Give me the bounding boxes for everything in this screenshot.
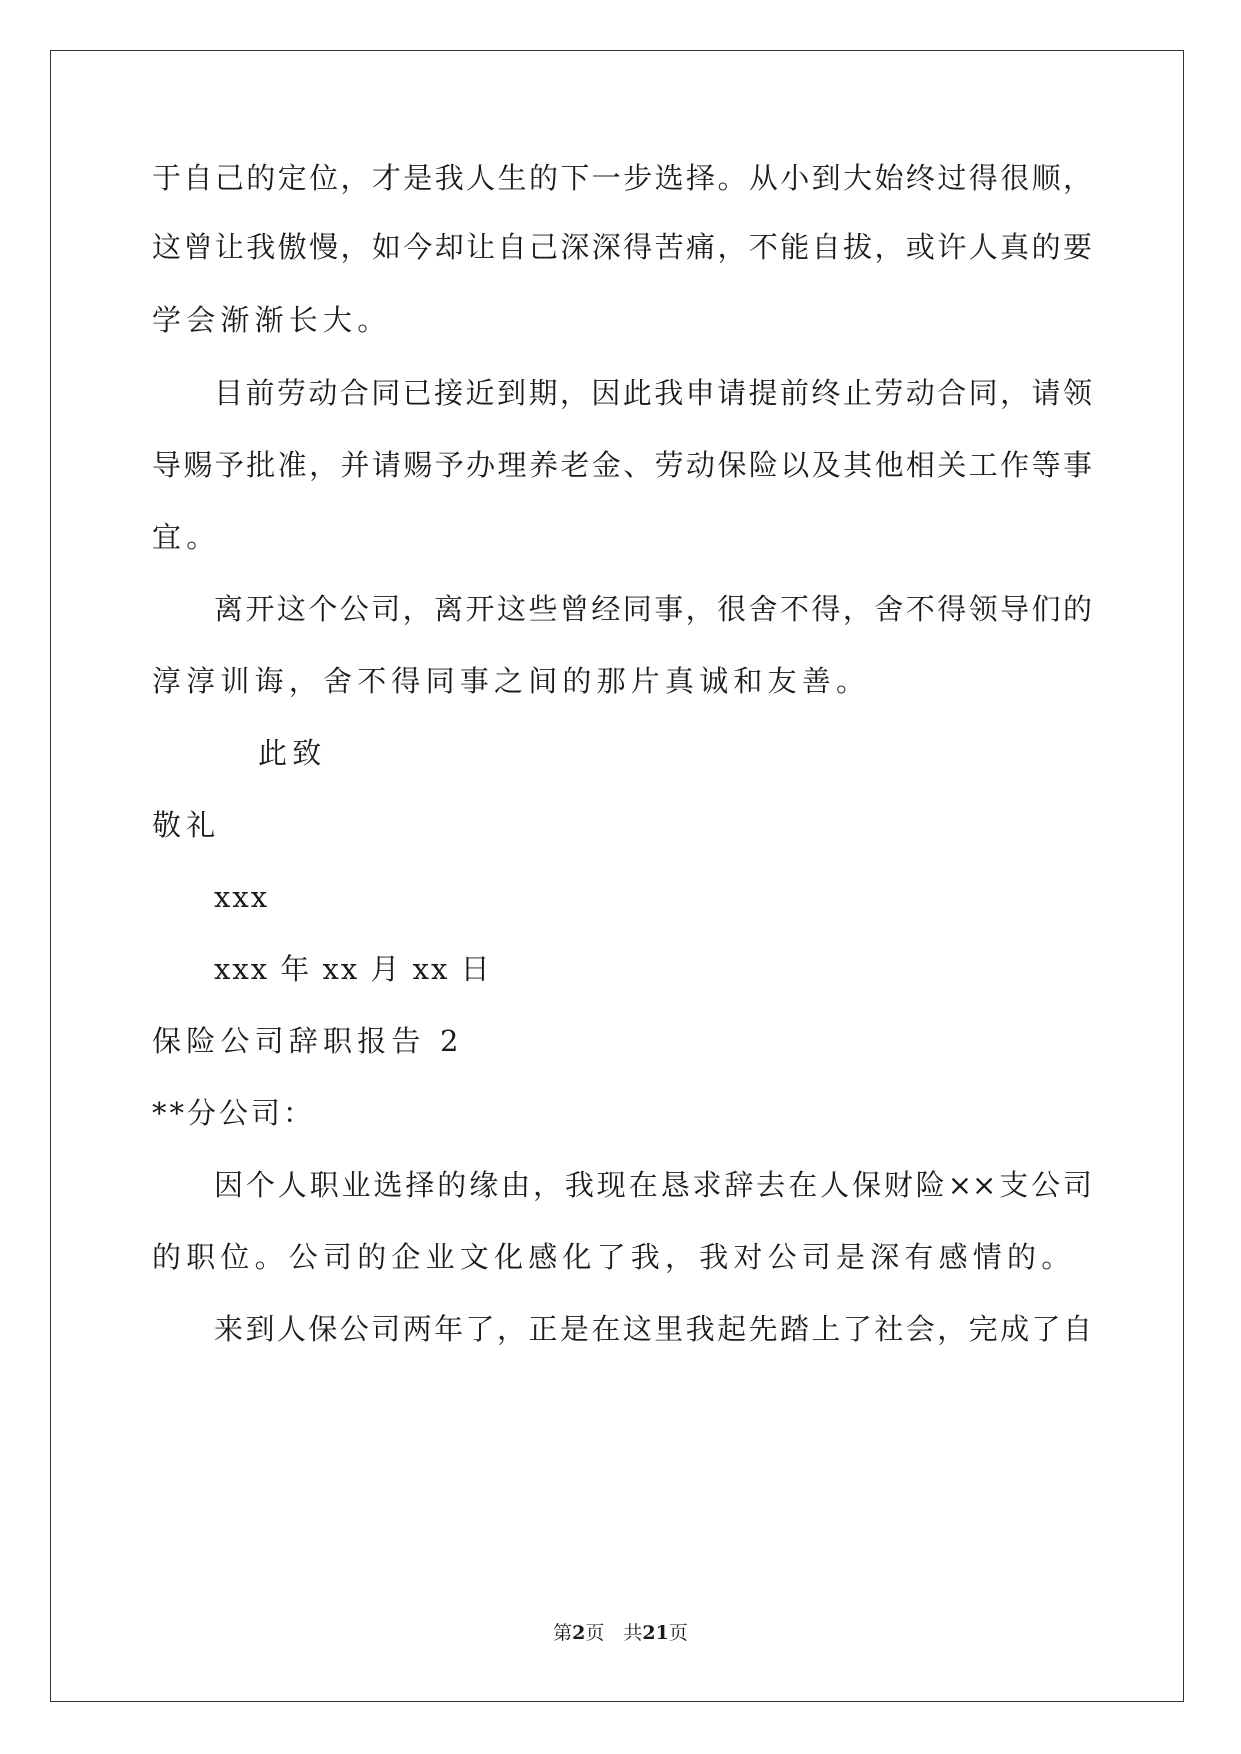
text-line: 的职位。公司的企业文化感化了我，我对公司是深有感情的。 (152, 1240, 1076, 1274)
letter-recipient: **分公司： (152, 1096, 316, 1130)
text-line: 导赐予批准，并请赐予办理养老金、劳动保险以及其他相关工作等事 (152, 448, 1092, 482)
footer-suffix: 页 (668, 1622, 688, 1644)
signature-name: xxx (214, 880, 270, 914)
footer-prefix: 第 (553, 1622, 573, 1644)
text-line: 于自己的定位，才是我人生的下一步选择。从小到大始终过得很顺， (152, 161, 1092, 195)
closing-salutation: 此致 (258, 736, 327, 770)
text-line: 这曾让我傲慢，如今却让自己深深得苦痛，不能自拔，或许人真的要 (152, 230, 1092, 264)
paragraph-first-line: 因个人职业选择的缘由，我现在恳求辞去在人保财险××支公司 (214, 1168, 1092, 1202)
paragraph-first-line: 离开这个公司，离开这些曾经同事，很舍不得，舍不得领导们的 (214, 592, 1092, 626)
footer-page-number: 2 (572, 1622, 586, 1644)
text-line: 学会渐渐长大。 (152, 303, 392, 337)
paragraph-first-line: 目前劳动合同已接近到期，因此我申请提前终止劳动合同，请领 (214, 376, 1092, 410)
page-footer (0, 1620, 1241, 1646)
footer-mid: 页 共 (585, 1622, 643, 1644)
footer-total-pages: 21 (642, 1622, 669, 1644)
page-border (50, 50, 1184, 1702)
text-line: 宜。 (152, 520, 221, 554)
closing-regards: 敬礼 (152, 808, 221, 842)
section-title: 保险公司辞职报告 2 (152, 1024, 464, 1058)
paragraph-first-line: 来到人保公司两年了，正是在这里我起先踏上了社会，完成了自 (214, 1312, 1092, 1346)
signature-date: xxx 年 xx 月 xx 日 (214, 952, 492, 986)
text-line: 淳淳训诲，舍不得同事之间的那片真诚和友善。 (152, 664, 871, 698)
